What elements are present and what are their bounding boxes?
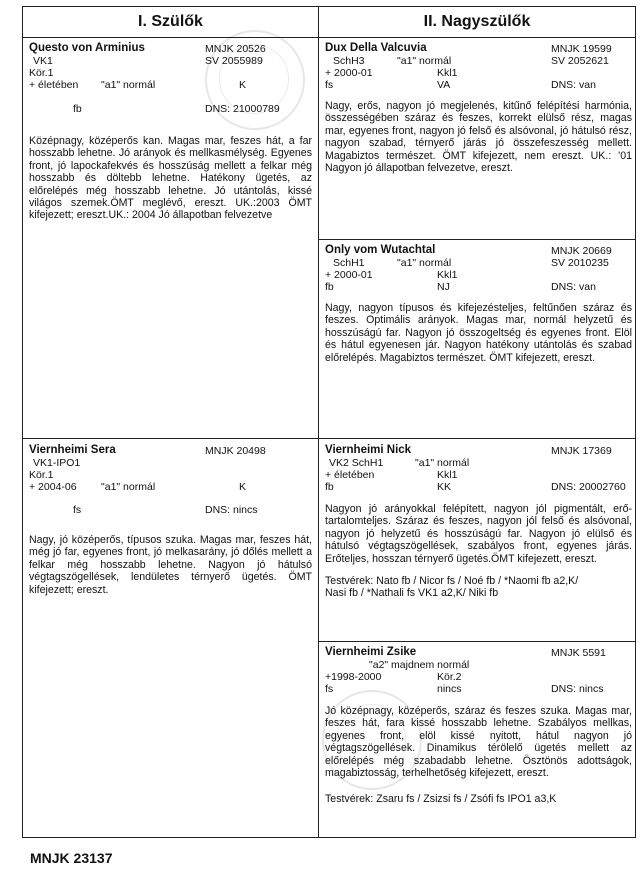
description: Nagy, jó középerős, típusos szuka. Magas mar, feszes hát, még jó far, egyenes front, jó melkasarány, jó dőlés mellett a felkar még hosszabb lehetne. Nagyon jó hátulsó végtagszögellések, lendületes térnyerő ügetés. ÖMT kifejezett; ereszt.	[29, 534, 312, 596]
titles: VK2 SchH1	[329, 457, 384, 469]
grading: K	[239, 481, 247, 493]
dna: DNS: nincs	[551, 683, 604, 695]
description: Jó középnagy, középerős, száraz és feszes szuka. Magas mar, feszes hát, fara kissé hosszabb lehetne. Szabályos mellkas, egyenes front, elöl kissé nyitott, hátul nagyon jó végtagszögellések. Dinamikus térölelő ügetés mellett az előrelépés még szabadabb lehetne. Ösztönös adottságok, magabiztosság, terhelhetőség kifejezett, ereszt.	[325, 705, 632, 780]
breed-class: Kör.1	[29, 67, 54, 79]
breed-class: Kkl1	[437, 67, 458, 79]
grandparent-maternal-dam	[325, 647, 633, 835]
status: +1998-2000	[325, 671, 382, 683]
column-divider	[318, 7, 319, 837]
dna: DNS: nincs	[205, 504, 258, 516]
hip-rating: "a1" normál	[101, 79, 156, 91]
grading: NJ	[437, 281, 450, 293]
description: Nagy, nagyon típusos és kifejezésteljes, feltűnően száraz és feszes. Optimális arányok. Magas mar, normál helyzetű és hosszúságú far. Nagyon jó összogeltség és egyenes front. Elöl és hátul egyenesen jár. Nagyon hatékony utántolás és szabad előrelépés. Magabiztos természet. ÖMT kifejezett, ereszt.	[325, 302, 632, 364]
dog-name: Viernheimi Sera	[29, 444, 116, 456]
registration-number: MNJK 17369	[551, 445, 612, 457]
titles: VK1	[33, 55, 53, 67]
studbook-number: SV 2010235	[551, 257, 609, 269]
dog-name: Viernheimi Zsike	[325, 646, 417, 658]
grandparents-header: II. Nagyszülők	[423, 13, 531, 30]
titles: SchH3	[333, 55, 365, 67]
dna: DNS: 21000789	[205, 103, 280, 115]
pedigree-table	[22, 6, 636, 838]
color: fs	[73, 504, 82, 516]
siblings: Testvérek: Nato fb / Nicor fs / Noé fb / *Naomi fb a2,K/	[325, 575, 579, 587]
status: + 2000-01	[325, 67, 373, 79]
grandparent-paternal-dam	[325, 245, 633, 435]
color: fb	[325, 281, 334, 293]
row-divider	[23, 438, 635, 439]
grandparent-paternal-sire	[325, 43, 633, 235]
parent-dam	[29, 445, 313, 835]
description: Középnagy, középerős kan. Magas mar, feszes hát, a far hosszabb lehetne. Jó arányok és mellkasmélység. Egyenes front, jó lapockafekvés és hosszúság mellett a felkar még hosszabb és döltebb lehetne. Hatékony ügetés, az előrelépés még hosszabb lehetne. Jó utántolás, kissé világos szemek.ÖMT meglévő, ereszt. UK.:2003 ÖMT kifejezett; ereszt.UK.: 2004 Jó állapotban felvezetve	[29, 135, 312, 222]
dna: DNS: 20002760	[551, 481, 626, 493]
color: fb	[325, 481, 334, 493]
dog-name: Viernheimi Nick	[325, 444, 412, 456]
description: Nagyon jó arányokkal felépített, nagyon jól pigmentált, erő-tartalomteljes. Száraz és feszes, nagyon jól felső és alsóvonal, nagyon jó helyzetű és hosszúságú far. Nagyon jó elülső és hátulsó végtagszögellések, szabályos front, egyenes járás. Erőteljes, hosszan térnyerő ügetés.ÖMT kifejezett, ereszt.	[325, 503, 632, 565]
status: + életében	[325, 469, 375, 481]
status: + 2004-06	[29, 481, 77, 493]
grading: nincs	[437, 683, 462, 695]
status: + életében	[29, 79, 79, 91]
hip-rating: "a1" normál	[415, 457, 470, 469]
breed-class: Kkl1	[437, 469, 458, 481]
grandparent-divider	[318, 239, 635, 240]
studbook-number: SV 2052621	[551, 55, 609, 67]
color: fs	[325, 79, 334, 91]
dog-name: Only vom Wutachtal	[325, 244, 436, 256]
dna: DNS: van	[551, 281, 596, 293]
registration-number: MNJK 20669	[551, 245, 612, 257]
registration-number: MNJK 20498	[205, 445, 266, 457]
dna: DNS: van	[551, 79, 596, 91]
breed-class: Kkl1	[437, 269, 458, 281]
registration-number: MNJK 19599	[551, 43, 612, 55]
dog-name: Questo von Arminius	[29, 42, 145, 54]
grandparent-maternal-sire	[325, 445, 633, 637]
registration-number: MNJK 20526	[205, 43, 266, 55]
hip-rating: "a2" majdnem normál	[369, 659, 470, 671]
description: Nagy, erős, nagyon jó megjelenés, kitűnő felépítési harmónia, összességében száraz és feszes, korrekt elülső rész, magas mar, egyenes front, nagyon jó felső és alsóvonal, jó hátulsó rész, nagyon szabad, térnyerő járás jó összefeszesség mellett. Magabiztos természet. ÖMT kifejezett, nem ereszt. UK.: '01 Nagyon jó állapotban felvezetve, ereszt.	[325, 100, 632, 175]
header-divider	[23, 37, 635, 38]
titles: SchH1	[333, 257, 365, 269]
grading: KK	[437, 481, 452, 493]
color: fs	[325, 683, 334, 695]
parents-header: I. Szülők	[138, 13, 203, 30]
hip-rating: "a1" normál	[397, 55, 452, 67]
titles: VK1-IPO1	[33, 457, 81, 469]
studbook-number: SV 2055989	[205, 55, 263, 67]
grading: VA	[437, 79, 451, 91]
registration-footer: MNJK 23137	[30, 850, 113, 866]
hip-rating: "a1" normál	[397, 257, 452, 269]
color: fb	[73, 103, 82, 115]
grading: K	[239, 79, 247, 91]
hip-rating: "a1" normál	[101, 481, 156, 493]
breed-class: Kör.2	[437, 671, 462, 683]
grandparent-divider	[318, 641, 635, 642]
siblings: Testvérek: Zsaru fs / Zsizsi fs / Zsófi fs IPO1 a3,K	[325, 793, 557, 805]
parent-sire	[29, 43, 313, 433]
registration-number: MNJK 5591	[551, 647, 606, 659]
dog-name: Dux Della Valcuvia	[325, 42, 427, 54]
siblings: Nasi fb / *Nathali fs VK1 a2,K/ Niki fb	[325, 587, 499, 599]
breed-class: Kör.1	[29, 469, 54, 481]
status: + 2000-01	[325, 269, 373, 281]
